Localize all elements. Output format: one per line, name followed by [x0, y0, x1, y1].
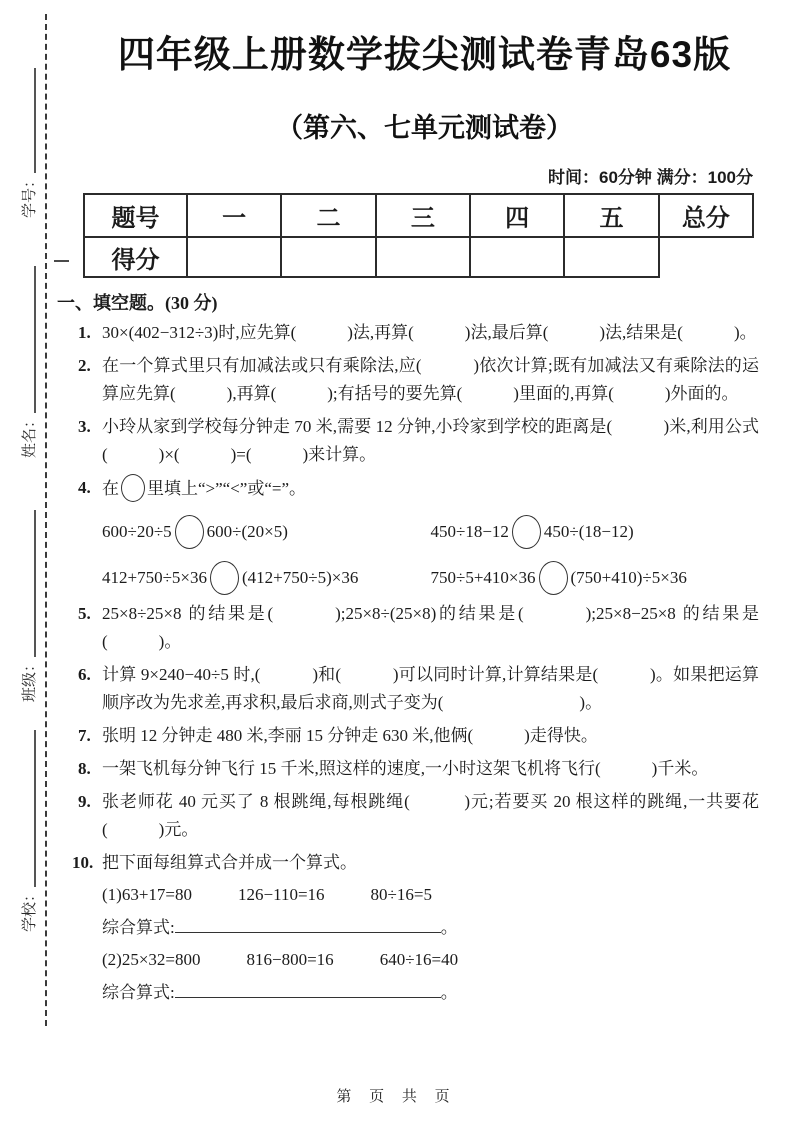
- compare-circle-blank: [512, 515, 541, 549]
- expression-right: 450÷(18−12): [543, 522, 634, 541]
- student-id-label: 学号：: [22, 172, 38, 218]
- question-text: 在一个算式里只有加减法或只有乘除法,应( )依次计算;既有加减法又有乘除法的运算应先算( ),再算( );有括号的要先算( )里面的,再算( )外面的。: [102, 356, 759, 403]
- score-table-header-cell: 总分: [659, 194, 753, 237]
- page-subtitle: （第六、七单元测试卷）: [276, 113, 573, 143]
- question-number: 10.: [72, 853, 94, 872]
- equation-group-1: [102, 881, 759, 909]
- question-3: [56, 413, 793, 469]
- test-paper: [56, 0, 793, 1012]
- class-label: 班级：: [22, 656, 38, 702]
- compare-circle-blank: [175, 515, 204, 549]
- question-number: 5.: [78, 604, 91, 623]
- score-cell: [281, 237, 375, 277]
- expression-left: 412+750÷5×36: [102, 568, 208, 587]
- question-text: 30×(402−312÷3)时,应先算( )法,再算( )法,最后算( )法,结果是( )。: [102, 323, 757, 342]
- expression-left: 750÷5+410×36: [430, 568, 536, 587]
- score-cell: [376, 237, 470, 277]
- comparison-item: [431, 561, 760, 595]
- class-field: [18, 510, 39, 702]
- score-table-header-cell: 二: [281, 194, 375, 237]
- answer-label: 综合算式:: [102, 983, 175, 1002]
- given-equation: 80÷16=5: [370, 885, 432, 904]
- comparison-row: [102, 561, 759, 595]
- given-equation: 640÷16=40: [379, 950, 459, 969]
- page-footer: 第 页 共 页: [336, 1089, 457, 1105]
- expression-right: 600÷(20×5): [206, 522, 288, 541]
- school-field: [18, 730, 39, 932]
- question-number: 3.: [78, 417, 91, 436]
- school-label: 学校：: [22, 886, 38, 932]
- expression-left: 600÷20÷5: [102, 522, 172, 541]
- given-equation: 126−110=16: [238, 885, 325, 904]
- question-text: 25×8÷25×8 的结果是( );25×8÷(25×8)的结果是( );25×8−25×8 的结果是( )。: [102, 604, 759, 651]
- expression-right: (750+410)÷5×36: [570, 568, 687, 587]
- question-number: 8.: [78, 759, 91, 778]
- score-table-header-cell: 三: [376, 194, 470, 237]
- question-text-suffix: 里填上“>”“<”或“=”。: [147, 479, 307, 498]
- compare-circle-blank: [539, 561, 568, 595]
- compare-circle-blank: [210, 561, 239, 595]
- comparison-item: [102, 561, 431, 595]
- question-text: 张明 12 分钟走 480 米,李丽 15 分钟走 630 米,他俩( )走得快。: [102, 726, 598, 745]
- expression-right: (412+750÷5)×36: [242, 568, 359, 587]
- score-table-header-row: [84, 194, 753, 237]
- question-4: [56, 474, 793, 595]
- page-title: 四年级上册数学拔尖测试卷青岛63版: [117, 34, 732, 75]
- question-10: [56, 849, 793, 1007]
- given-equation: (2)25×32=800: [102, 950, 201, 969]
- expression-left: 450÷18−12: [430, 522, 509, 541]
- answer-label: 综合算式:: [102, 918, 175, 937]
- answer-suffix: 。: [440, 983, 458, 1002]
- question-9: [56, 788, 793, 844]
- question-text: 小玲从家到学校每分钟走 70 米,需要 12 分钟,小玲家到学校的距离是( )米,利用公式( )×( )=( )来计算。: [102, 417, 759, 464]
- question-text-prefix: 在: [102, 479, 119, 498]
- score-table-header-cell: 一: [187, 194, 281, 237]
- question-text: 计算 9×240−40÷5 时,( )和( )可以同时计算,计算结果是( )。如果把运算顺序改为先求差,再求积,最后求商,则式子变为( )。: [102, 665, 759, 712]
- school-blank-line: [34, 730, 36, 887]
- equation-group-2: [102, 946, 759, 974]
- student-id-field: [18, 68, 39, 218]
- question-number: 6.: [78, 665, 91, 684]
- question-7: [56, 722, 793, 750]
- student-name-field: [18, 266, 39, 458]
- score-table: [83, 193, 754, 278]
- comparison-item: [102, 515, 431, 549]
- fold-dashed-line: [45, 14, 47, 1026]
- question-number: 7.: [78, 726, 91, 745]
- score-row-label: 得分: [84, 237, 187, 277]
- answer-suffix: 。: [440, 918, 458, 937]
- question-text: 一架飞机每分钟飞行 15 千米,照这样的速度,一小时这架飞机将飞行( )千米。: [102, 759, 709, 778]
- combined-expression-answer-2: [102, 979, 759, 1007]
- comparison-item: [431, 515, 760, 549]
- given-equation: 816−800=16: [246, 950, 334, 969]
- answer-blank-line: [175, 984, 441, 998]
- combined-expression-answer-1: [102, 914, 759, 942]
- question-number: 4.: [78, 478, 91, 497]
- question-5: [56, 600, 793, 656]
- score-table-header-cell: 四: [470, 194, 564, 237]
- given-equation: (1)63+17=80: [102, 885, 192, 904]
- student-name-label: 姓名：: [22, 412, 38, 458]
- score-table-header-cell: 五: [564, 194, 658, 237]
- question-6: [56, 661, 793, 717]
- question-8: [56, 755, 793, 783]
- question-2: [56, 352, 793, 408]
- question-number: 2.: [78, 356, 91, 375]
- question-number: 1.: [78, 323, 91, 342]
- score-cell: [470, 237, 564, 277]
- compare-circle-blank: [121, 474, 145, 502]
- question-text: 张老师花 40 元买了 8 根跳绳,每根跳绳( )元;若要买 20 根这样的跳绳,一共要花( )元。: [102, 792, 759, 839]
- score-table-header-cell: 题号: [84, 194, 187, 237]
- score-cell: [564, 237, 658, 277]
- student-name-blank-line: [34, 266, 36, 413]
- time-and-score-info: 时间：60分钟 满分：100分: [548, 168, 753, 187]
- comparison-row: [102, 515, 759, 549]
- student-id-blank-line: [34, 68, 36, 173]
- score-table-score-row: [84, 237, 753, 277]
- answer-blank-line: [175, 919, 441, 933]
- question-number: 9.: [78, 792, 91, 811]
- question-text: 把下面每组算式合并成一个算式。: [102, 853, 357, 872]
- score-cell: [187, 237, 281, 277]
- section-heading-fill-in-blanks: 一、填空题。(30 分): [57, 293, 218, 313]
- question-1: [56, 319, 793, 347]
- class-blank-line: [34, 510, 36, 657]
